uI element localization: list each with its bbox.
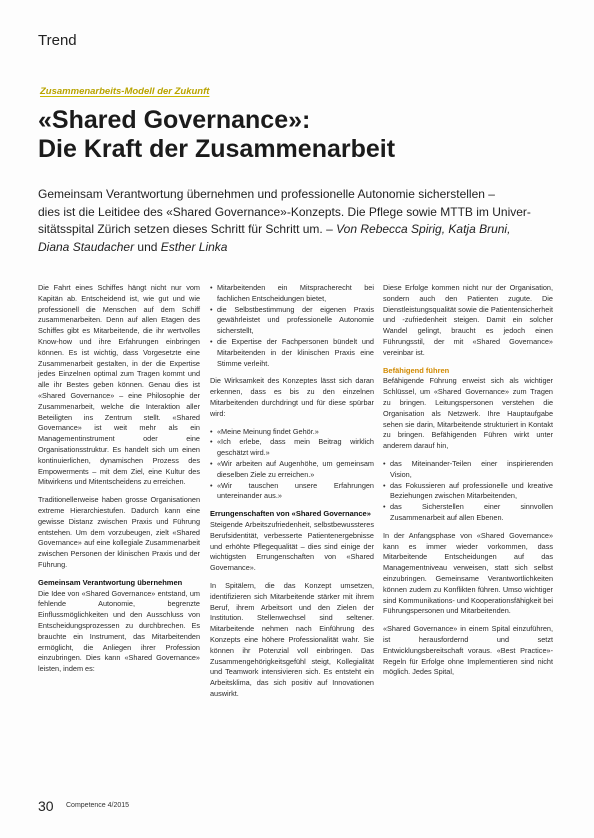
- list-item: • Mitarbeitenden ein Mitspracherecht bei fachlichen Entscheidungen bietet,: [210, 283, 374, 305]
- author-and: und: [134, 239, 161, 254]
- list-item: • «Meine Meinung findet Gehör.»: [210, 427, 374, 438]
- lead-line-1: Gemeinsam Verantwortung übernehmen und professionelle Autonomie sicherstellen –: [38, 187, 495, 201]
- subheading: Errungenschaften von «Shared Governance»: [210, 509, 371, 519]
- lead-text: sitätsspital Zürich setzen dieses Schritt für Schritt um. –: [38, 222, 337, 237]
- lead-line-2: dies ist die Leitidee des «Shared Governance»-Konzepts. Die Pflege sowie MTTB im Univer-: [38, 204, 531, 219]
- list-item: • das Fokussieren auf professionelle und kreative Beziehungen zwischen Mitarbeitenden,: [383, 481, 553, 503]
- list-item: • «Ich erlebe, dass mein Beitrag wirklich geschätzt wird.»: [210, 437, 374, 459]
- article-kicker: Zusammenarbeits-Modell der Zukunft: [40, 86, 210, 97]
- paragraph: Die Wirksamkeit des Konzeptes lässt sich daran erkennen, dass es bis zu den einzelnen Mitarbeitenden durchdringt und für diese spürbar wird:: [210, 376, 374, 418]
- body-column-3: [383, 283, 553, 685]
- paragraph: Die Fahrt eines Schiffes hängt nicht nur vom Kapitän ab. Entscheidend ist, wie gut und wie professionell die Menschen auf dem Schiff zusammenarbeiten. Denn auf allen Etagen des Schiffes gibt es Mitarbeitende, die ihr wertvolles Know-how und ihre Erfahrungen einbringen können. Es ist wichtig, dass Vorgesetzte eine Zusammenarbeit gestalten, in der die Expertise jedes Einzelnen optimal zum Tragen kommt und alle ihr Bestes geben können. Genau dies ist «Shared Governance» – eine Philosophie der Zusammenarbeit, welche die Interaktion aller Beteiligten ins Zentrum stellt. «Shared Governance» ist weit mehr als ein Managementinstrument oder eine Organisationsstruktur. Es handelt sich um einen kontinuierlichen, dynamischen Prozess des Empowerments – mit dem Ziel, eine Kultur des Mitwirkens und Mitentscheidens zu erreichen.: [38, 283, 200, 487]
- subheading: Gemeinsam Verantwortung übernehmen: [38, 577, 183, 587]
- paragraph: Diese Erfolge kommen nicht nur der Organisation, sondern auch den Patienten zugute. Die Dienstleistungsqualität sowie die Patientensicherheit und -zufriedenheit steigen. Damit ein solcher Wandel gelingt, braucht es jedoch einen Führungsstil, der mit «Shared Governance» vereinbar ist.: [383, 283, 553, 357]
- body-column-2: [210, 283, 374, 707]
- title-line-2: Die Kraft der Zusammenarbeit: [38, 135, 396, 163]
- title-line-1: «Shared Governance»:: [38, 106, 311, 134]
- lead-line-4: [38, 239, 558, 257]
- list-item: • «Wir arbeiten auf Augenhöhe, um gemeinsam dieselben Ziele zu erreichen.»: [210, 459, 374, 481]
- list-item: • «Wir tauschen unsere Erfahrungen untereinander aus.»: [210, 481, 374, 503]
- article-lead: [38, 186, 558, 256]
- paragraph: In Spitälern, die das Konzept umsetzen, identifizieren sich Mitarbeitende stärker mit ihrem Beruf, ihrem Arbeitsort und den Zielen der Institution. Stellenwechsel sind seltener. Mitarbeitende nehmen nach Einführung des Konzepts eine höhere Professionalität wahr. Sie können ihr Potenzial voll einbringen. Das Zusammengehörigkeitsgefühl steigt, Kollegialität und Teamwork intensivieren sich. Es entsteht ein Arbeitsklima, das sich positiv auf Innovationen auswirkt.: [210, 580, 374, 698]
- list-item: • das Miteinander-Teilen einer inspirierenden Vision,: [383, 459, 553, 481]
- paragraph: «Shared Governance» in einem Spital einzuführen, ist herausfordernd und setzt Entwicklungsbereitschaft voraus. «Best Practice»-Regeln für Erfolge ohne Implementieren sind nicht möglich. Jedes Spital,: [383, 624, 553, 677]
- article-title: [38, 106, 395, 164]
- paragraph: Traditionellerweise haben grosse Organisationen extreme Hierarchiestufen. Dadurch kann eine gewisse Distanz zwischen Praxis und Führung entstehen. Um dem vorzubeugen, zielt «Shared Governance» auf eine kollegiale Zusammenarbeit zwischen Personen der klinischen Praxis und der Führung.: [38, 495, 200, 569]
- list-item: • das Sicherstellen einer sinnvollen Zusammenarbeit auf allen Ebenen.: [383, 502, 553, 524]
- author-name: Esther Linka: [160, 239, 228, 254]
- paragraph: Steigende Arbeitszufriedenheit, selbstbewussteres Berufsidentität, verbesserte Patientenergebnisse und erhöhte Pflegequalität – dies sind einige der wichtigsten Errungenschaften von «Shared Governance».: [210, 519, 374, 573]
- subheading: Befähigend führen: [383, 365, 450, 375]
- quote-list: [210, 427, 374, 503]
- lead-line-3: [38, 221, 558, 239]
- paragraph: In der Anfangsphase von «Shared Governance» kann es immer wieder vorkommen, dass Mitarbeitende Entscheidungen auf das Managementniveau verweisen, statt sich selbst einzubringen. Gemeinsame Verantwortlichkeiten können zudem zu Konflikten führen. Umso wichtiger sind Kommunikations- und Kooperationsfähigkeit bei Führungspersonen und Mitarbeitenden.: [383, 530, 553, 616]
- section-label: Trend: [38, 32, 77, 49]
- list-item: • die Selbstbestimmung der eigenen Praxis gewährleistet und professionelle Autonomie sicherstellt,: [210, 305, 374, 337]
- list-item: • die Expertise der Fachpersonen bündelt und Mitarbeitenden in der klinischen Praxis eine Stimme verleiht.: [210, 337, 374, 369]
- paragraph: Befähigende Führung erweist sich als wichtiger Schlüssel, um «Shared Governance» zum Tragen zu bringen. Leitungspersonen verstehen die Organisation als Netzwerk. Ihre Hauptaufgabe sehen sie darin, Mitarbeitende strukturiert in Kontakt zu bringen. Befähigenden Führen wirkt unter anderem darauf hin,: [383, 376, 553, 451]
- body-column-1: [38, 283, 200, 682]
- paragraph: Die Idee von «Shared Governance» entstand, um fehlende Autonomie, begrenzte Einflussmöglichkeiten und den Ausschluss von Entscheidungsprozessen zu durchbrechen. Es brauchte ein Instrument, das Mitarbeitenden ermöglicht, die Anliegen ihrer Profession einzubringen. Dies kann «Shared Governance» leisten, indem es:: [38, 588, 200, 674]
- bullet-list: [210, 283, 374, 369]
- bullet-list: [383, 459, 553, 524]
- page-number: 30: [38, 798, 54, 814]
- author-name: Diana Staudacher: [38, 239, 135, 254]
- author-byline: Von Rebecca Spirig, Katja Bruni,: [336, 222, 511, 237]
- issue-label: Competence 4/2015: [66, 802, 130, 809]
